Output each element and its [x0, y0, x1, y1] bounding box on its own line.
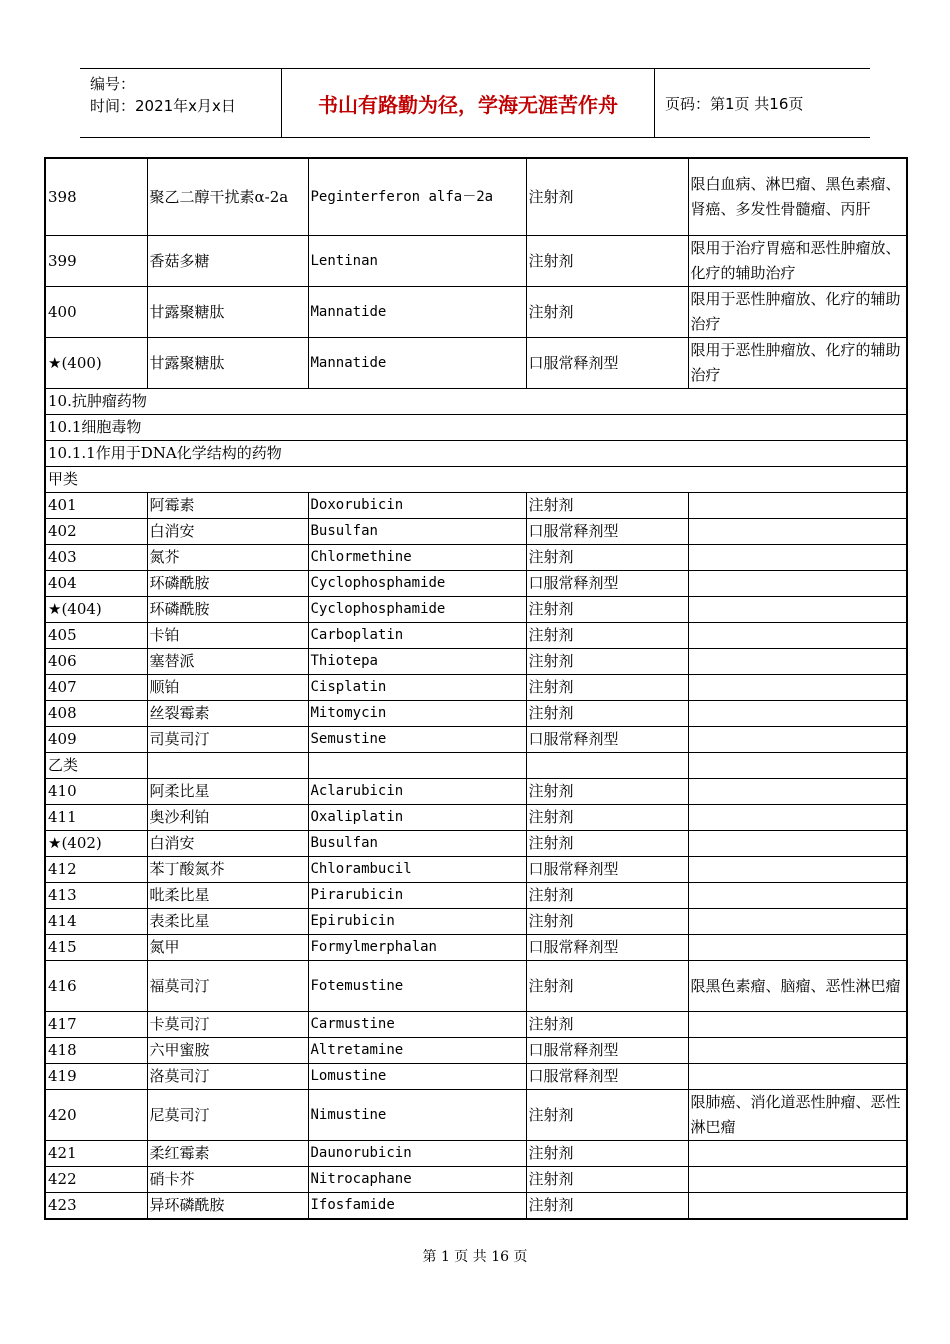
section-heading: 甲类 [45, 467, 907, 493]
page-footer: 第 1 页 共 16 页 [422, 1249, 528, 1265]
note-cell [688, 805, 907, 831]
english-name-cell: Lentinan [308, 236, 526, 287]
table-row [45, 805, 907, 831]
note-cell [688, 493, 907, 519]
note-cell [688, 883, 907, 909]
dosage-form-cell: 注射剂 [526, 545, 688, 571]
drug-table-body [45, 158, 907, 1219]
note-cell: 限用于治疗胃癌和恶性肿瘤放、化疗的辅助治疗 [688, 236, 907, 287]
drug-number-cell: 423 [45, 1193, 147, 1220]
table-row [45, 338, 907, 389]
table-row [45, 909, 907, 935]
chinese-name-cell: 卡莫司汀 [147, 1012, 308, 1038]
drug-number-cell: 410 [45, 779, 147, 805]
note-cell [688, 519, 907, 545]
chinese-name-cell: 环磷酰胺 [147, 571, 308, 597]
note-cell [688, 1038, 907, 1064]
note-cell [688, 1193, 907, 1220]
table-row [45, 1090, 907, 1141]
chinese-name-cell: 司莫司汀 [147, 727, 308, 753]
drug-number-cell: 414 [45, 909, 147, 935]
dosage-form-cell: 注射剂 [526, 1090, 688, 1141]
header-motto: 书山有路勤为径，学海无涯苦作舟 [282, 69, 655, 137]
english-name-cell: Formylmerphalan [308, 935, 526, 961]
dosage-form-cell: 注射剂 [526, 961, 688, 1012]
chinese-name-cell: 表柔比星 [147, 909, 308, 935]
drug-number-cell: 415 [45, 935, 147, 961]
drug-number-cell: 420 [45, 1090, 147, 1141]
dosage-form-cell: 注射剂 [526, 623, 688, 649]
chinese-name-cell: 塞替派 [147, 649, 308, 675]
english-name-cell: Thiotepa [308, 649, 526, 675]
note-cell [688, 1141, 907, 1167]
chinese-name-cell: 甘露聚糖肽 [147, 338, 308, 389]
dosage-form-cell: 口服常释剂型 [526, 571, 688, 597]
document-date: 时间：2021年x月x日 [90, 97, 236, 115]
english-name-cell: Carmustine [308, 1012, 526, 1038]
table-row [45, 753, 907, 779]
drug-number-cell: 421 [45, 1141, 147, 1167]
english-name-cell: Mannatide [308, 338, 526, 389]
table-row [45, 1193, 907, 1220]
dosage-form-cell: 注射剂 [526, 1193, 688, 1220]
english-name-cell: Altretamine [308, 1038, 526, 1064]
english-name-cell: Cisplatin [308, 675, 526, 701]
english-name-cell: Epirubicin [308, 909, 526, 935]
drug-number-cell: 400 [45, 287, 147, 338]
english-name-cell: Nimustine [308, 1090, 526, 1141]
dosage-form-cell: 注射剂 [526, 701, 688, 727]
note-cell [688, 701, 907, 727]
note-cell: 限白血病、淋巴瘤、黑色素瘤、肾癌、多发性骨髓瘤、丙肝 [688, 158, 907, 236]
drug-number-cell: 407 [45, 675, 147, 701]
english-name-cell: Oxaliplatin [308, 805, 526, 831]
drug-number-cell: 403 [45, 545, 147, 571]
english-name-cell: Busulfan [308, 831, 526, 857]
chinese-name-cell: 阿柔比星 [147, 779, 308, 805]
english-name-cell: Busulfan [308, 519, 526, 545]
note-cell [688, 623, 907, 649]
dosage-form-cell: 注射剂 [526, 236, 688, 287]
drug-number-cell: 409 [45, 727, 147, 753]
note-cell [688, 1012, 907, 1038]
table-row [45, 1141, 907, 1167]
drug-number-cell: 408 [45, 701, 147, 727]
drug-number-cell: 398 [45, 158, 147, 236]
drug-number-cell: 412 [45, 857, 147, 883]
chinese-name-cell: 香菇多糖 [147, 236, 308, 287]
chinese-name-cell: 奥沙利铂 [147, 805, 308, 831]
chinese-name-cell: 苯丁酸氮芥 [147, 857, 308, 883]
dosage-form-cell: 注射剂 [526, 675, 688, 701]
note-cell: 限用于恶性肿瘤放、化疗的辅助治疗 [688, 338, 907, 389]
note-cell [688, 779, 907, 805]
table-row [45, 935, 907, 961]
table-row [45, 701, 907, 727]
dosage-form-cell [526, 753, 688, 779]
english-name-cell: Mitomycin [308, 701, 526, 727]
chinese-name-cell: 聚乙二醇干扰素α-2a [147, 158, 308, 236]
table-row [45, 1167, 907, 1193]
note-cell [688, 727, 907, 753]
drug-number-cell: 411 [45, 805, 147, 831]
chinese-name-cell: 异环磷酰胺 [147, 1193, 308, 1220]
chinese-name-cell: 环磷酰胺 [147, 597, 308, 623]
table-row [45, 571, 907, 597]
note-cell [688, 857, 907, 883]
english-name-cell: Daunorubicin [308, 1141, 526, 1167]
section-row [45, 389, 907, 415]
note-cell [688, 753, 907, 779]
dosage-form-cell: 注射剂 [526, 831, 688, 857]
note-cell [688, 675, 907, 701]
table-row [45, 649, 907, 675]
section-heading: 10.1细胞毒物 [45, 415, 907, 441]
english-name-cell: Cyclophosphamide [308, 597, 526, 623]
english-name-cell: Mannatide [308, 287, 526, 338]
header-page-info: 页码：第1页 共16页 [665, 94, 804, 113]
note-cell [688, 831, 907, 857]
table-row [45, 831, 907, 857]
drug-number-cell: 406 [45, 649, 147, 675]
english-name-cell: Chlormethine [308, 545, 526, 571]
drug-number-cell: 422 [45, 1167, 147, 1193]
dosage-form-cell: 注射剂 [526, 909, 688, 935]
english-name-cell: Pirarubicin [308, 883, 526, 909]
table-row [45, 727, 907, 753]
note-cell: 限黑色素瘤、脑瘤、恶性淋巴瘤 [688, 961, 907, 1012]
note-cell [688, 909, 907, 935]
table-row [45, 493, 907, 519]
chinese-name-cell: 卡铂 [147, 623, 308, 649]
chinese-name-cell [147, 753, 308, 779]
dosage-form-cell: 注射剂 [526, 1167, 688, 1193]
drug-number-cell: 417 [45, 1012, 147, 1038]
table-row [45, 675, 907, 701]
dosage-form-cell: 注射剂 [526, 883, 688, 909]
document-number-label: 编号： [90, 75, 136, 93]
dosage-form-cell: 口服常释剂型 [526, 857, 688, 883]
drug-number-cell: 418 [45, 1038, 147, 1064]
chinese-name-cell: 白消安 [147, 831, 308, 857]
chinese-name-cell: 阿霉素 [147, 493, 308, 519]
note-cell [688, 545, 907, 571]
dosage-form-cell: 注射剂 [526, 779, 688, 805]
dosage-form-cell: 口服常释剂型 [526, 727, 688, 753]
chinese-name-cell: 尼莫司汀 [147, 1090, 308, 1141]
chinese-name-cell: 吡柔比星 [147, 883, 308, 909]
english-name-cell [308, 753, 526, 779]
chinese-name-cell: 洛莫司汀 [147, 1064, 308, 1090]
drug-number-cell: 乙类 [45, 753, 147, 779]
dosage-form-cell: 口服常释剂型 [526, 338, 688, 389]
dosage-form-cell: 注射剂 [526, 805, 688, 831]
drug-number-cell: 405 [45, 623, 147, 649]
chinese-name-cell: 顺铂 [147, 675, 308, 701]
table-row [45, 623, 907, 649]
table-row [45, 857, 907, 883]
chinese-name-cell: 硝卡芥 [147, 1167, 308, 1193]
table-row [45, 236, 907, 287]
chinese-name-cell: 福莫司汀 [147, 961, 308, 1012]
chinese-name-cell: 白消安 [147, 519, 308, 545]
dosage-form-cell: 口服常释剂型 [526, 1038, 688, 1064]
english-name-cell: Fotemustine [308, 961, 526, 1012]
chinese-name-cell: 甘露聚糖肽 [147, 287, 308, 338]
chinese-name-cell: 柔红霉素 [147, 1141, 308, 1167]
section-row [45, 467, 907, 493]
drug-number-cell: 401 [45, 493, 147, 519]
header-meta [80, 69, 282, 137]
dosage-form-cell: 注射剂 [526, 1141, 688, 1167]
table-row [45, 545, 907, 571]
note-cell [688, 1064, 907, 1090]
dosage-form-cell: 口服常释剂型 [526, 935, 688, 961]
drug-number-cell: 416 [45, 961, 147, 1012]
english-name-cell: Peginterferon alfa－2a [308, 158, 526, 236]
english-name-cell: Ifosfamide [308, 1193, 526, 1220]
table-row [45, 1064, 907, 1090]
dosage-form-cell: 注射剂 [526, 493, 688, 519]
dosage-form-cell: 口服常释剂型 [526, 1064, 688, 1090]
dosage-form-cell: 注射剂 [526, 287, 688, 338]
chinese-name-cell: 六甲蜜胺 [147, 1038, 308, 1064]
section-row [45, 441, 907, 467]
english-name-cell: Lomustine [308, 1064, 526, 1090]
table-row [45, 519, 907, 545]
table-row [45, 158, 907, 236]
drug-number-cell: ★(404) [45, 597, 147, 623]
drug-number-cell: 399 [45, 236, 147, 287]
table-row [45, 1038, 907, 1064]
english-name-cell: Carboplatin [308, 623, 526, 649]
dosage-form-cell: 注射剂 [526, 649, 688, 675]
drug-number-cell: 419 [45, 1064, 147, 1090]
drug-number-cell: ★(402) [45, 831, 147, 857]
section-row [45, 415, 907, 441]
dosage-form-cell: 注射剂 [526, 597, 688, 623]
table-row [45, 779, 907, 805]
note-cell [688, 597, 907, 623]
note-cell: 限肺癌、消化道恶性肿瘤、恶性淋巴瘤 [688, 1090, 907, 1141]
table-row [45, 597, 907, 623]
drug-number-cell: 413 [45, 883, 147, 909]
page-header [80, 68, 870, 138]
note-cell: 限用于恶性肿瘤放、化疗的辅助治疗 [688, 287, 907, 338]
english-name-cell: Chlorambucil [308, 857, 526, 883]
note-cell [688, 649, 907, 675]
chinese-name-cell: 氮芥 [147, 545, 308, 571]
section-heading: 10.1.1作用于DNA化学结构的药物 [45, 441, 907, 467]
dosage-form-cell: 注射剂 [526, 1012, 688, 1038]
table-row [45, 287, 907, 338]
english-name-cell: Semustine [308, 727, 526, 753]
chinese-name-cell: 丝裂霉素 [147, 701, 308, 727]
section-heading: 10.抗肿瘤药物 [45, 389, 907, 415]
drug-number-cell: 404 [45, 571, 147, 597]
dosage-form-cell: 注射剂 [526, 158, 688, 236]
english-name-cell: Doxorubicin [308, 493, 526, 519]
drug-table [44, 157, 908, 1220]
note-cell [688, 571, 907, 597]
dosage-form-cell: 口服常释剂型 [526, 519, 688, 545]
drug-number-cell: ★(400) [45, 338, 147, 389]
drug-number-cell: 402 [45, 519, 147, 545]
chinese-name-cell: 氮甲 [147, 935, 308, 961]
note-cell [688, 1167, 907, 1193]
english-name-cell: Nitrocaphane [308, 1167, 526, 1193]
drug-table-container [44, 157, 906, 1220]
table-row [45, 1012, 907, 1038]
note-cell [688, 935, 907, 961]
table-row [45, 961, 907, 1012]
english-name-cell: Cyclophosphamide [308, 571, 526, 597]
table-row [45, 883, 907, 909]
english-name-cell: Aclarubicin [308, 779, 526, 805]
